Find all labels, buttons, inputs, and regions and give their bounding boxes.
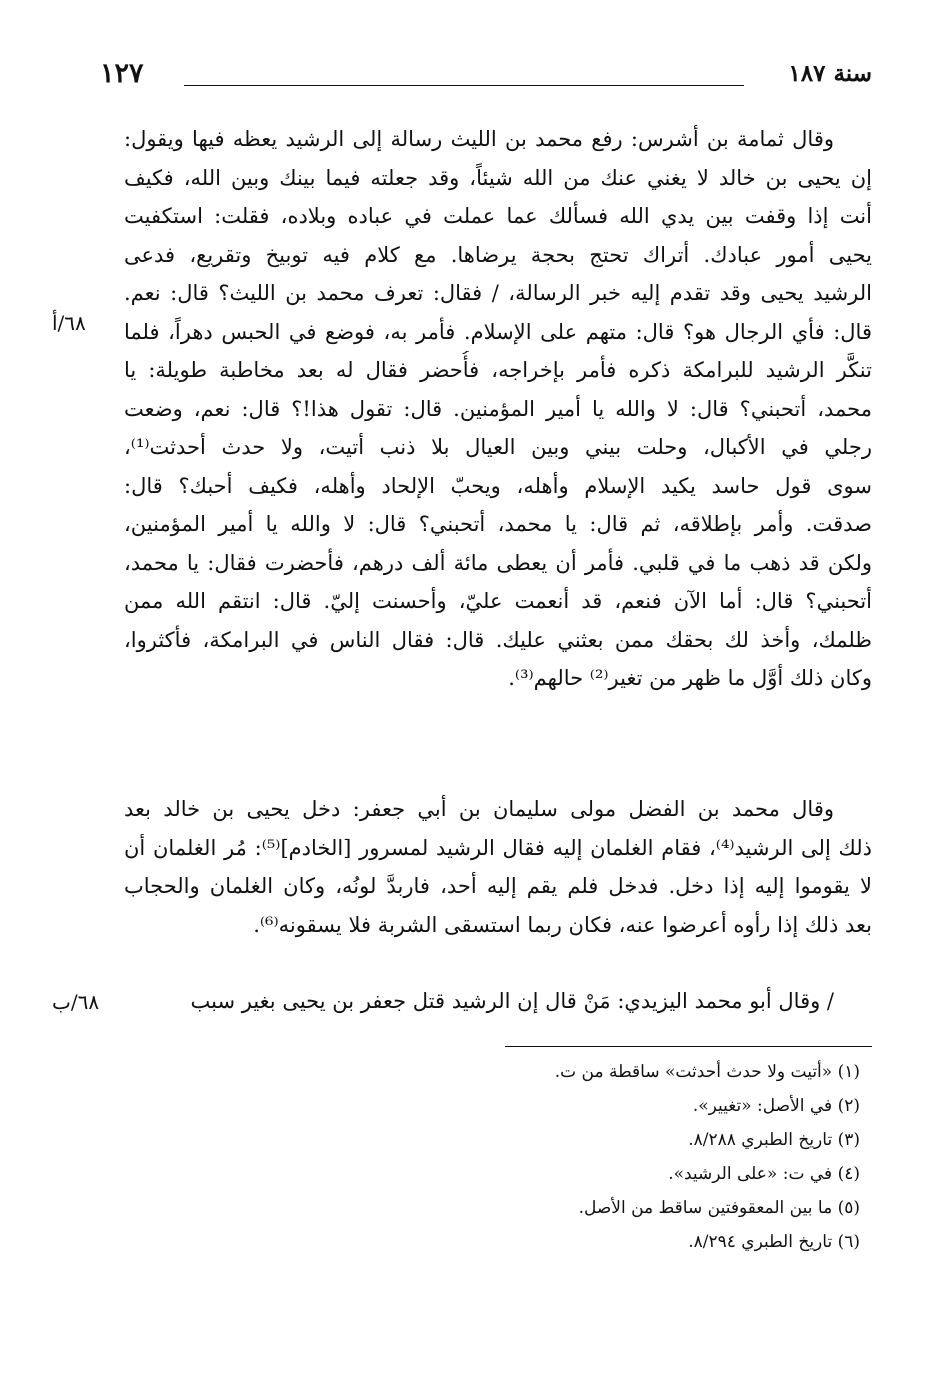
- footnote: (٢) في الأصل: «تغيير».: [692, 1096, 860, 1116]
- page-number: ١٢٧: [100, 58, 144, 89]
- year-heading: سنة ١٨٧: [788, 60, 872, 87]
- text-line: قال: فأي الرجال هو؟ قال: متهم على الإسلام. فأمر به، فوضع في الحبس دهراً، فلما: [124, 319, 872, 344]
- footnote: (١) «أتيت ولا حدث أحدثت» ساقطة من ت.: [554, 1062, 860, 1082]
- text-line: وكان ذلك أوَّل ما ظهر من تغير⁽²⁾ حالهم⁽³⁾.: [508, 666, 872, 690]
- text-line: وقال ثمامة بن أشرس: رفع محمد بن الليث رسالة إلى الرشيد يعظه فيها ويقول:: [124, 127, 834, 151]
- text-line: / وقال أبو محمد اليزيدي: مَنْ قال إن الرشيد قتل جعفر بن يحيى بغير سبب: [190, 989, 834, 1013]
- paragraph-2: [124, 790, 872, 944]
- page-header: [100, 58, 872, 98]
- text-line: وقال محمد بن الفضل مولى سليمان بن أبي جعفر: دخل يحيى بن خالد بعد: [124, 797, 834, 821]
- text-line: رجلي في الأكبال، وحلت بيني وبين العيال بلا ذنب أتيت، ولا حدث أحدثت⁽¹⁾،: [124, 435, 872, 459]
- text-line: تنكَّر الرشيد للبرامكة ذكره فأمر بإخراجه، فأُحضر فقال له بعد مخاطبة طويلة: يا: [124, 358, 872, 382]
- text-line: سوى قول حاسد يكيد الإسلام وأهله، ويحبّ الإلحاد وأهله، فكيف أحبك؟ قال:: [124, 473, 872, 498]
- text-line: الرشيد يحيى وقد تقدم إليه خبر الرسالة، / فقال: تعرف محمد بن الليث؟ قال: نعم.: [124, 281, 872, 305]
- paragraph-3: [124, 982, 872, 1021]
- text-line: بعد ذلك إذا رأوه أعرضوا عنه، فكان ربما استسقى الشربة فلا يسقونه⁽⁶⁾.: [253, 912, 872, 937]
- footnote: (٣) تاريخ الطبري ٨/٢٨٨.: [688, 1130, 860, 1150]
- text-line: ظلمك، وأخذ لك بحقك ممن بعثني عليك. قال: فقال الناس في البرامكة، فأكثروا،: [124, 627, 872, 652]
- text-line: يحيى أمور عبادك. أتراك تحتج بحجة يرضاها. مع كلام فيه توبيخ وتقريع، فدعى: [124, 242, 872, 267]
- text-line: لا يقوموا إليه إذا دخل. فدخل فلم يقم إليه أحد، فاربدَّ لونُه، وكان الغلمان والحجاب: [124, 874, 872, 898]
- text-line: ولكن قد ذهب ما في قلبي. فأمر أن يعطى مائة ألف درهم، فأحضرت فقال: يا محمد،: [124, 550, 872, 575]
- footnote: (٥) ما بين المعقوفتين ساقط من الأصل.: [578, 1198, 860, 1218]
- paragraph-1: [124, 120, 872, 698]
- header-rule: [184, 85, 744, 86]
- text-line: ذلك إلى الرشيد⁽⁴⁾، فقام الغلمان إليه فقال الرشيد لمسرور [الخادم]⁽⁵⁾: مُر الغلمان أن: [124, 835, 872, 860]
- text-line: محمد، أتحبني؟ قال: لا والله يا أمير المؤمنين. قال: تقول هذا!؟ قال: نعم، وضعت: [124, 396, 872, 421]
- footnote: (٦) تاريخ الطبري ٨/٢٩٤.: [688, 1232, 860, 1252]
- folio-marker-b: ٦٨/ب: [52, 990, 100, 1014]
- text-line: صدقت. وأمر بإطلاقه، ثم قال: يا محمد، أتحبني؟ قال: لا والله يا أمير المؤمنين،: [124, 512, 872, 536]
- folio-marker-a: ٦٨/أ: [52, 311, 86, 335]
- text-line: أتحبني؟ قال: أما الآن فنعم، قد أنعمت عليّ، وأحسنت إليّ. قال: انتقم الله ممن: [124, 589, 872, 613]
- text-line: إن يحيى بن خالد لا يغني عنك من الله شيئاً، وقد جعلته فيما بينك وبين الله، فكيف: [124, 165, 872, 190]
- text-line: أنت إذا وقفت بين يدي الله فسألك عما عملت في عباده وبلاده، فقلت: استكفيت: [124, 204, 872, 228]
- footnote: (٤) في ت: «على الرشيد».: [668, 1164, 860, 1184]
- footnotes: [555, 1055, 860, 1259]
- footnote-rule: [505, 1046, 872, 1047]
